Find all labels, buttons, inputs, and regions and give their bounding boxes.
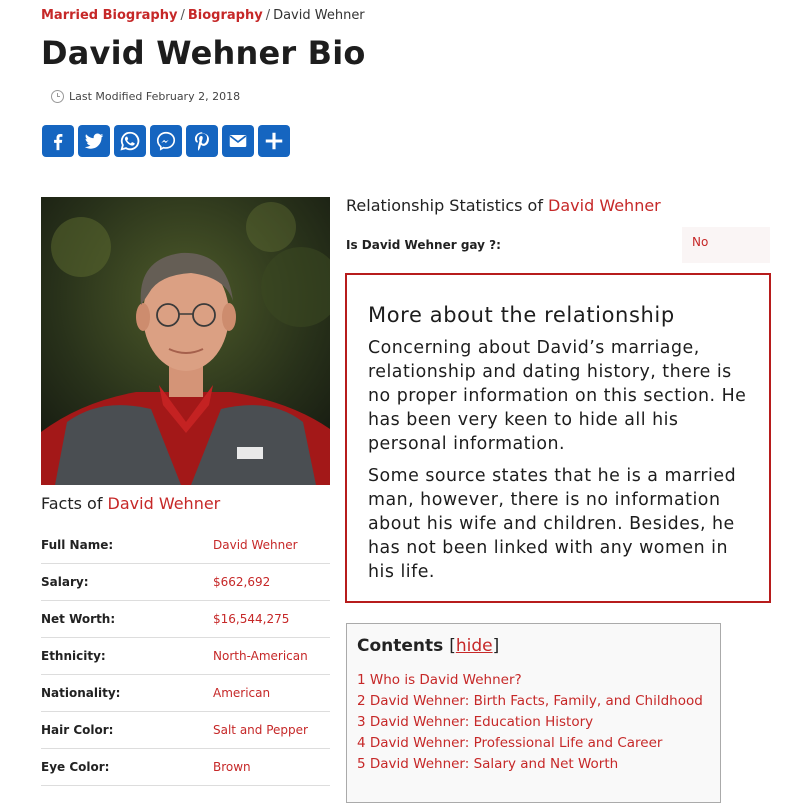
twitter-icon [83,130,105,152]
fact-row-nationality [41,675,330,712]
breadcrumb [41,8,365,23]
fact-value: North-American [213,649,308,663]
breadcrumb-separator: / [180,8,185,23]
gay-answer-value: No [682,227,770,263]
fact-row-hair-color [41,712,330,749]
fact-label: Full Name: [41,538,114,552]
breadcrumb-separator: / [265,8,271,23]
portrait-image [41,197,330,485]
fact-row-eye-color [41,749,330,786]
fact-value: Brown [213,760,251,774]
facts-title [41,494,220,513]
fact-row-ethnicity [41,638,330,675]
email-icon [227,130,249,152]
toc-item[interactable]: 2 David Wehner: Birth Facts, Family, and Childhood [357,693,703,709]
relationship-title-prefix: Relationship Statistics of [346,196,549,215]
contents-title: Contents [357,636,444,656]
fact-label: Net Worth: [41,612,116,626]
contents-bracket: ] [492,636,500,656]
toc-item[interactable]: 4 David Wehner: Professional Life and Career [357,735,663,751]
toc-item[interactable]: 3 David Wehner: Education History [357,714,594,730]
fact-row-full-name [41,527,330,564]
facebook-icon [47,130,69,152]
toc-item[interactable]: 1 Who is David Wehner? [357,672,522,688]
contents-bracket: [ [449,636,456,656]
contents-header [357,636,720,656]
fact-label: Salary: [41,575,89,589]
facebook-share-button[interactable] [42,125,74,157]
email-share-button[interactable] [222,125,254,157]
more-share-button[interactable] [258,125,290,157]
fact-label: Ethnicity: [41,649,106,663]
contents-hide-toggle[interactable]: hide [455,636,493,656]
fact-value: David Wehner [213,538,298,552]
profile-photo [41,197,330,485]
relationship-info-paragraph: Concerning about David’s marriage, relationship and dating history, there is no proper information on this section. He has been very keen to hide all his personal information. [368,338,747,454]
pinterest-icon [191,130,213,152]
messenger-share-button[interactable] [150,125,182,157]
relationship-title [346,196,661,215]
last-modified-text: Last Modified February 2, 2018 [69,90,241,103]
toc-item[interactable]: 5 David Wehner: Salary and Net Worth [357,756,619,772]
fact-label: Hair Color: [41,723,114,737]
whatsapp-icon [119,130,141,152]
facts-table [41,527,330,786]
relationship-info-paragraph: Some source states that he is a married man, however, there is no information about his wife and children. Besides, he has not been linked with any women in his life. [368,466,737,582]
relationship-info-title: More about the relationship [368,303,675,327]
fact-value: American [213,686,271,700]
fact-label: Nationality: [41,686,121,700]
gay-question-label: Is David Wehner gay ?: [346,238,501,252]
messenger-icon [155,130,177,152]
twitter-share-button[interactable] [78,125,110,157]
fact-label: Eye Color: [41,760,110,774]
fact-value: Salt and Pepper [213,723,308,737]
facts-title-prefix: Facts of [41,494,108,513]
facts-title-name: David Wehner [107,494,221,513]
page-title: David Wehner Bio [41,34,366,72]
table-of-contents [346,623,721,803]
fact-row-salary [41,564,330,601]
breadcrumb-link-biography[interactable]: Biography [187,8,263,23]
clock-icon [51,90,64,103]
relationship-title-name: David Wehner [548,196,661,215]
breadcrumb-current: David Wehner [273,8,365,23]
last-modified [51,90,240,103]
fact-row-net-worth [41,601,330,638]
breadcrumb-link-married-biography[interactable]: Married Biography [41,8,178,23]
share-bar [42,125,290,157]
plus-icon [263,130,285,152]
fact-value: $16,544,275 [213,612,290,626]
whatsapp-share-button[interactable] [114,125,146,157]
pinterest-share-button[interactable] [186,125,218,157]
fact-value: $662,692 [213,575,271,589]
relationship-info-box [345,273,771,603]
